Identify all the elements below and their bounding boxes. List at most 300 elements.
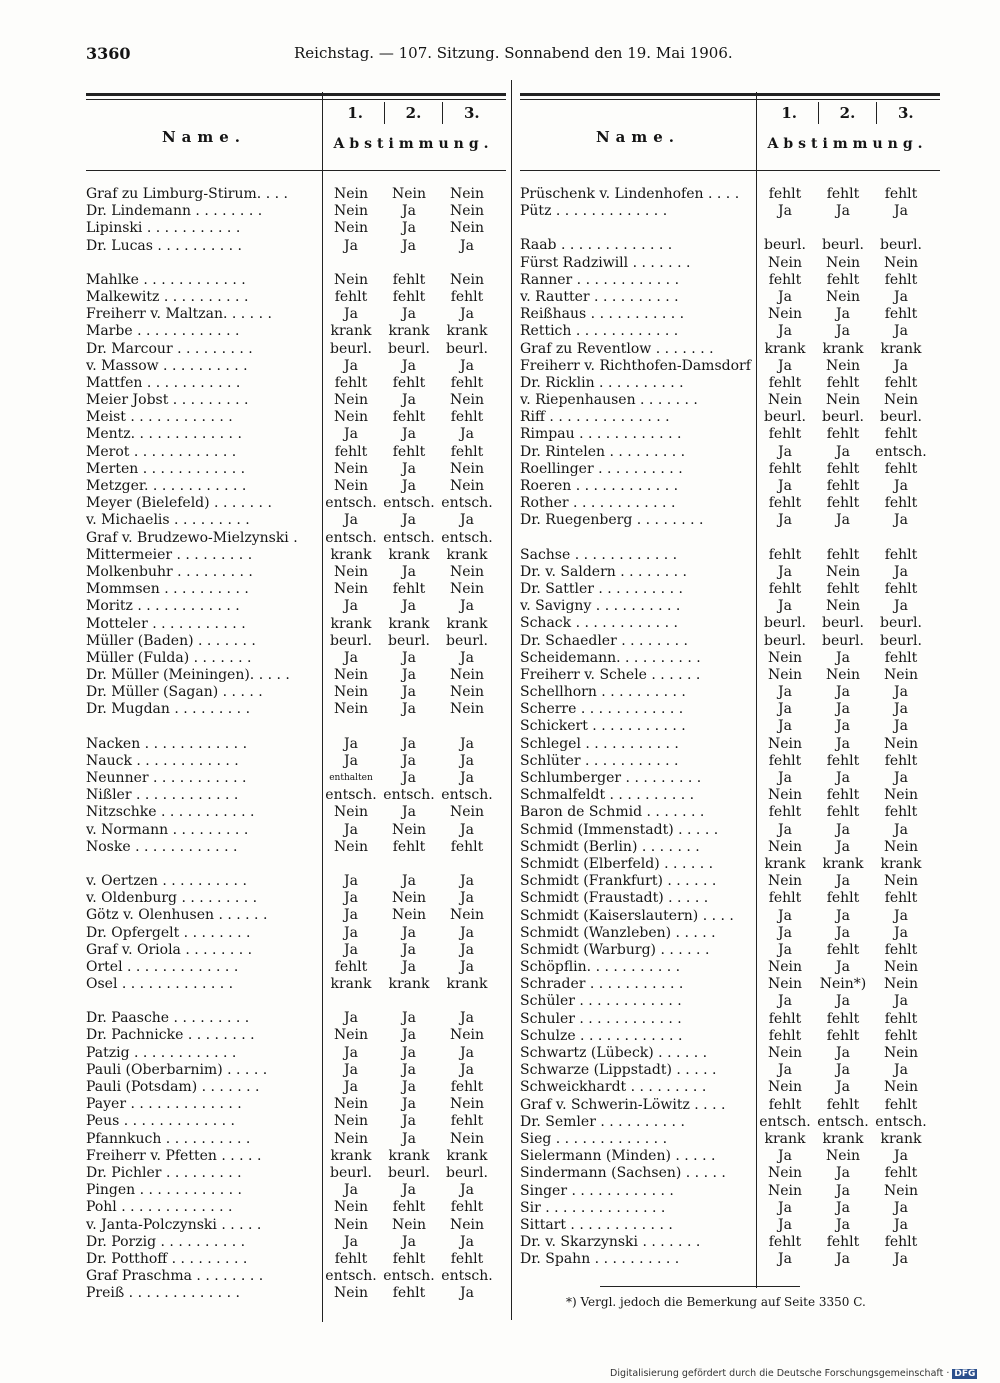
vote-2-value: krank	[822, 1130, 864, 1147]
vote-3-value: fehlt	[884, 460, 918, 477]
vote-1-value: Ja	[778, 478, 792, 494]
member-row	[86, 1148, 506, 1165]
vote-3-heading: 3.	[897, 104, 914, 122]
member-name: Schmidt (Elberfeld) . . . . . .	[520, 855, 714, 872]
member-row	[86, 701, 506, 718]
vote-2-value: fehlt	[826, 752, 860, 769]
member-row	[520, 684, 940, 701]
vote-1-value: Nein	[333, 563, 369, 580]
member-name: Dr. Porzig . . . . . . . . . .	[86, 1233, 246, 1250]
vote-1-value: Ja	[778, 907, 792, 924]
vote-1-value: beurl.	[764, 632, 806, 649]
member-row	[86, 186, 506, 203]
vote-2-value: fehlt	[392, 409, 426, 426]
member-row	[520, 856, 940, 873]
vote-3-value: Ja	[460, 649, 474, 666]
member-row	[520, 1217, 940, 1234]
vote-2-value: Ja	[402, 220, 416, 237]
vote-1-value: Nein	[767, 254, 803, 271]
vote-3-value: Nein	[449, 1096, 485, 1113]
vote-2-value: Ja	[402, 1130, 416, 1147]
vote-3-value: Ja	[894, 1062, 908, 1079]
vote-1-value: Ja	[778, 1251, 792, 1268]
vote-3-value: Ja	[894, 701, 908, 718]
vote-1-value: fehlt	[768, 804, 802, 821]
vote-1-value: Ja	[344, 1079, 358, 1095]
vote-3-value: Ja	[460, 821, 474, 838]
vote-3-value: Nein	[883, 873, 919, 890]
member-row	[86, 1010, 506, 1027]
member-name: Sieg . . . . . . . . . . . . .	[520, 1130, 668, 1147]
right-rows	[520, 171, 940, 1268]
vote-3-value: Ja	[460, 598, 474, 615]
member-row	[520, 272, 940, 289]
vote-3-value: beurl.	[880, 632, 922, 649]
member-name: Riff . . . . . . . . . . . . . .	[520, 409, 670, 426]
vote-1-value: krank	[764, 855, 806, 872]
vote-3-value: Ja	[460, 1061, 474, 1078]
vote-2-value: Ja	[402, 735, 416, 752]
vote-2-value: Ja	[402, 460, 416, 477]
vote-1-value: Ja	[778, 993, 792, 1010]
vote-3-value: Ja	[894, 770, 908, 786]
vote-2-value: Nein	[391, 1216, 427, 1233]
vote-2-heading: 2.	[405, 104, 422, 122]
member-row	[520, 959, 940, 976]
member-row	[86, 633, 506, 650]
member-row	[86, 426, 506, 443]
member-row	[86, 203, 506, 220]
member-name: Schmidt (Wanzleben) . . . . .	[520, 924, 716, 941]
vote-2-value: Ja	[836, 873, 850, 890]
member-name: Schmid (Immenstadt) . . . . .	[520, 821, 719, 838]
vote-1-value: fehlt	[768, 460, 802, 477]
vote-2-value: Ja	[836, 306, 850, 323]
member-row	[520, 547, 940, 564]
vote-2-value: Ja	[836, 959, 850, 976]
vote-2-value: entsch.	[383, 787, 435, 804]
vote-3-value: Ja	[894, 1199, 908, 1216]
member-row	[86, 375, 506, 392]
member-name: Dr. Müller (Sagan) . . . . .	[86, 684, 263, 701]
vote-2-value: entsch.	[383, 495, 435, 512]
vote-3-value: fehlt	[884, 804, 918, 821]
vote-3-value: fehlt	[884, 1165, 918, 1182]
member-row	[86, 890, 506, 907]
number-divider	[818, 102, 819, 124]
vote-3-value: Ja	[460, 237, 474, 254]
member-name: Mahlke . . . . . . . . . . . .	[86, 271, 246, 288]
vote-2-value: entsch.	[383, 1268, 435, 1285]
vote-3-value: entsch.	[441, 787, 493, 804]
member-name: Ortel . . . . . . . . . . . . .	[86, 958, 239, 975]
name-vote-divider	[756, 171, 757, 1288]
member-row	[86, 684, 506, 701]
member-row	[86, 598, 506, 615]
member-name: Dr. Rintelen . . . . . . . . .	[520, 443, 686, 460]
vote-2-value: Ja	[836, 649, 850, 666]
vote-2-value: krank	[822, 340, 864, 357]
member-name: Lipinski . . . . . . . . . . .	[86, 220, 241, 237]
right-column-header	[520, 92, 940, 171]
member-name: Mentz. . . . . . . . . . . . .	[86, 426, 242, 443]
vote-1-value: Ja	[344, 907, 358, 924]
vote-3-value: Ja	[894, 718, 908, 735]
member-row	[520, 1079, 940, 1096]
member-name: Dr. Opfergelt . . . . . . . .	[86, 924, 251, 941]
member-row	[520, 701, 940, 718]
vote-2-value: Ja	[402, 1233, 416, 1250]
vote-2-value: beurl.	[822, 237, 864, 254]
vote-1-value: Nein	[333, 1216, 369, 1233]
vote-3-value: Ja	[894, 684, 908, 701]
member-row	[520, 1200, 940, 1217]
vote-2-value: Ja	[836, 770, 850, 786]
vote-1-value: Ja	[778, 512, 792, 529]
member-row	[520, 942, 940, 959]
vote-1-value: beurl.	[330, 632, 372, 649]
vote-1-value: Ja	[778, 203, 792, 220]
vote-1-value: Nein	[767, 1165, 803, 1182]
vote-2-value: Ja	[836, 203, 850, 220]
vote-2-value: fehlt	[826, 495, 860, 512]
member-row	[86, 341, 506, 358]
member-name: Dr. Schaedler . . . . . . . .	[520, 632, 688, 649]
vote-1-value: Ja	[778, 1062, 792, 1079]
member-row	[86, 272, 506, 289]
vote-1-value: fehlt	[334, 374, 368, 391]
abstimmung-heading: Abstimmung.	[767, 136, 928, 152]
vote-3-value: Nein	[883, 959, 919, 976]
vote-3-value: entsch.	[441, 529, 493, 546]
vote-1-value: Ja	[344, 752, 358, 769]
vote-1-value: Ja	[344, 1182, 358, 1199]
vote-3-value: beurl.	[446, 340, 488, 357]
vote-3-value: beurl.	[880, 409, 922, 426]
member-name: Pauli (Oberbarnim) . . . . .	[86, 1061, 268, 1078]
member-row	[86, 925, 506, 942]
vote-1-value: Ja	[778, 1199, 792, 1216]
member-row	[520, 822, 940, 839]
vote-1-value: fehlt	[768, 1096, 802, 1113]
number-divider	[384, 102, 385, 124]
member-row	[86, 1251, 506, 1268]
vote-2-value: fehlt	[826, 271, 860, 288]
vote-1-value: Ja	[778, 701, 792, 718]
vote-3-value: Ja	[460, 1233, 474, 1250]
vote-3-value: Ja	[894, 323, 908, 340]
right-column	[520, 92, 940, 1268]
member-row	[520, 409, 940, 426]
vote-2-value: fehlt	[392, 288, 426, 305]
vote-1-value: enthalten	[329, 773, 373, 783]
member-name: Schrader . . . . . . . . . . .	[520, 976, 684, 993]
member-name: Prüschenk v. Lindenhofen . . . .	[520, 186, 740, 202]
vote-2-value: Ja	[836, 512, 850, 529]
member-name: Baron de Schmid . . . . . . .	[520, 804, 705, 821]
vote-3-value: fehlt	[884, 495, 918, 512]
vote-1-value: Nein	[333, 220, 369, 237]
header-separator	[756, 92, 757, 170]
vote-3-value: Ja	[894, 288, 908, 305]
vote-2-value: Ja	[836, 1199, 850, 1216]
member-row	[520, 598, 940, 615]
member-name: Dr. v. Saldern . . . . . . . .	[520, 563, 688, 580]
vote-2-value: Ja	[402, 306, 416, 323]
vote-3-value: fehlt	[884, 186, 918, 202]
vote-3-value: fehlt	[884, 374, 918, 391]
vote-3-value: Nein	[449, 203, 485, 220]
member-name: Metzger. . . . . . . . . . . .	[86, 478, 247, 494]
member-name: Schack . . . . . . . . . . . .	[520, 615, 678, 632]
vote-2-value: fehlt	[392, 838, 426, 855]
member-name: Mommsen . . . . . . . . . .	[86, 581, 249, 598]
member-name: Meier Jobst . . . . . . . . .	[86, 392, 249, 409]
vote-3-value: Nein	[883, 976, 919, 993]
vote-3-value: Ja	[460, 1044, 474, 1061]
vote-1-value: beurl.	[764, 409, 806, 426]
vote-3-value: Nein	[883, 1079, 919, 1096]
vote-2-value: fehlt	[392, 1199, 426, 1216]
page-number: 3360	[86, 44, 131, 63]
member-row	[520, 1045, 940, 1062]
vote-3-value: krank	[446, 976, 488, 993]
member-row	[520, 1062, 940, 1079]
vote-2-value: fehlt	[826, 426, 860, 443]
member-name: v. Rautter . . . . . . . . . .	[520, 288, 679, 305]
vote-2-value: Nein*)	[819, 976, 867, 993]
member-row	[520, 426, 940, 443]
vote-2-value: Ja	[836, 735, 850, 752]
member-row	[86, 1199, 506, 1216]
member-row	[520, 1011, 940, 1028]
vote-1-value: fehlt	[768, 495, 802, 512]
member-row	[86, 959, 506, 976]
vote-2-value: Ja	[402, 426, 416, 443]
vote-3-value: Nein	[449, 701, 485, 718]
member-name: Peus . . . . . . . . . . . . .	[86, 1113, 235, 1130]
vote-3-value: entsch.	[441, 1268, 493, 1285]
member-row	[86, 1027, 506, 1044]
member-row	[520, 787, 940, 804]
vote-3-value: Nein	[449, 271, 485, 288]
vote-1-value: Ja	[344, 735, 358, 752]
vote-3-value: Ja	[460, 512, 474, 529]
vote-2-value: Ja	[402, 1079, 416, 1095]
vote-1-value: fehlt	[768, 271, 802, 288]
vote-2-value: Ja	[836, 1216, 850, 1233]
member-name: Roeren . . . . . . . . . . . .	[520, 478, 679, 494]
vote-1-value: fehlt	[768, 1234, 802, 1251]
number-divider	[442, 102, 443, 124]
vote-2-value: Ja	[836, 993, 850, 1010]
member-name: Meyer (Bielefeld) . . . . . . .	[86, 495, 272, 512]
vote-1-value: Nein	[767, 392, 803, 409]
member-row	[520, 461, 940, 478]
vote-2-value: fehlt	[826, 460, 860, 477]
member-row	[86, 358, 506, 375]
member-row	[520, 993, 940, 1010]
member-name: Neunner . . . . . . . . . . .	[86, 770, 247, 786]
vote-2-value: Ja	[402, 1061, 416, 1078]
vote-3-value: Ja	[460, 872, 474, 889]
vote-1-value: fehlt	[334, 288, 368, 305]
member-row	[86, 753, 506, 770]
vote-3-value: fehlt	[450, 1199, 484, 1216]
member-name: Dr. Potthoff . . . . . . . . .	[86, 1250, 248, 1267]
vote-2-value: Ja	[402, 1113, 416, 1130]
vote-3-value: Ja	[460, 306, 474, 323]
vote-3-value: Nein	[449, 220, 485, 237]
vote-3-value: Ja	[460, 770, 474, 786]
vote-2-value: beurl.	[822, 409, 864, 426]
vote-2-value: Nein	[825, 254, 861, 271]
member-name: Schellhorn . . . . . . . . . .	[520, 684, 686, 701]
vote-2-value: Nein	[391, 890, 427, 907]
member-row	[86, 238, 506, 255]
member-row	[520, 925, 940, 942]
vote-3-value: Ja	[894, 1216, 908, 1233]
vote-3-value: Nein	[883, 1182, 919, 1199]
vote-1-value: Nein	[333, 1199, 369, 1216]
vote-2-value: Nein	[825, 666, 861, 683]
vote-3-value: Ja	[460, 735, 474, 752]
member-row	[520, 1114, 940, 1131]
member-row	[86, 1113, 506, 1130]
member-row	[520, 615, 940, 632]
vote-2-value: Ja	[836, 701, 850, 718]
member-name: Nißler . . . . . . . . . . . .	[86, 787, 239, 804]
member-name: v. Riepenhausen . . . . . . .	[520, 392, 698, 409]
vote-3-value: fehlt	[884, 580, 918, 597]
abstimmung-heading: Abstimmung.	[333, 136, 494, 152]
vote-3-value: Ja	[460, 752, 474, 769]
vote-2-value: Ja	[836, 323, 850, 340]
vote-2-value: Ja	[402, 598, 416, 615]
member-row	[86, 1045, 506, 1062]
vote-3-value: krank	[880, 1130, 922, 1147]
vote-2-value: Ja	[402, 701, 416, 718]
vote-2-value: Ja	[402, 1096, 416, 1113]
vote-3-value: fehlt	[884, 1027, 918, 1044]
member-row	[86, 873, 506, 890]
member-name: Mittermeier . . . . . . . . .	[86, 546, 253, 563]
member-row	[520, 873, 940, 890]
vote-2-value: Ja	[402, 1044, 416, 1061]
member-name: Pohl . . . . . . . . . . . . .	[86, 1199, 233, 1216]
member-name: Moritz . . . . . . . . . . . .	[86, 598, 240, 615]
member-row	[86, 289, 506, 306]
member-name: Dr. Ricklin . . . . . . . . . .	[520, 374, 684, 391]
vote-3-value: Nein	[449, 581, 485, 598]
member-name: Dr. Lindemann . . . . . . . .	[86, 203, 263, 220]
vote-3-value: Nein	[883, 392, 919, 409]
member-name: Freiherr v. Schele . . . . . .	[520, 666, 701, 683]
member-name: Dr. Pichler . . . . . . . . .	[86, 1164, 242, 1181]
vote-3-value: fehlt	[884, 1234, 918, 1251]
vote-2-value: fehlt	[826, 1234, 860, 1251]
member-row	[86, 547, 506, 564]
vote-1-value: Ja	[344, 1044, 358, 1061]
member-name: Graf zu Limburg-Stirum. . . .	[86, 186, 288, 202]
vote-3-value: krank	[446, 1147, 488, 1164]
vote-1-value: entsch.	[325, 1268, 377, 1285]
vote-3-value: Ja	[894, 924, 908, 941]
vote-1-value: Nein	[767, 976, 803, 993]
vote-2-value: krank	[822, 855, 864, 872]
vote-3-value: fehlt	[450, 838, 484, 855]
member-name: Malkewitz . . . . . . . . . .	[86, 288, 249, 305]
vote-1-value: Nein	[767, 649, 803, 666]
vote-1-value: Nein	[333, 701, 369, 718]
vote-3-value: fehlt	[884, 426, 918, 443]
vote-3-value: Nein	[449, 684, 485, 701]
vote-2-value: Ja	[402, 512, 416, 529]
vote-2-value: fehlt	[826, 580, 860, 597]
vote-2-value: Ja	[836, 443, 850, 460]
vote-1-value: Ja	[778, 684, 792, 701]
vote-3-value: fehlt	[450, 1079, 484, 1095]
member-name: Sachse . . . . . . . . . . . .	[520, 546, 678, 563]
vote-1-value: Ja	[344, 1010, 358, 1027]
vote-1-value: Nein	[333, 581, 369, 598]
member-name: Sielermann (Minden) . . . . .	[520, 1148, 716, 1165]
member-name: Molkenbuhr . . . . . . . . .	[86, 563, 253, 580]
vote-1-value: beurl.	[764, 237, 806, 254]
member-name: Schlegel . . . . . . . . . . .	[520, 735, 679, 752]
member-row	[86, 736, 506, 753]
member-name: Graf v. Schwerin-Löwitz . . . .	[520, 1096, 726, 1113]
member-name: Sindermann (Sachsen) . . . . .	[520, 1165, 726, 1182]
member-row	[520, 512, 940, 529]
member-row	[86, 564, 506, 581]
vote-2-value: Ja	[402, 1182, 416, 1199]
member-row	[520, 804, 940, 821]
vote-1-value: Ja	[344, 821, 358, 838]
member-row	[520, 1148, 940, 1165]
vote-2-value: fehlt	[826, 546, 860, 563]
vote-3-value: fehlt	[884, 271, 918, 288]
vote-3-value: entsch.	[875, 443, 927, 460]
member-name: v. Janta-Polczynski . . . . .	[86, 1216, 262, 1233]
member-name: Fürst Radziwill . . . . . . .	[520, 254, 691, 271]
member-row	[520, 1028, 940, 1045]
vote-1-value: Ja	[778, 357, 792, 374]
member-name: Schweickhardt . . . . . . . . .	[520, 1079, 707, 1096]
vote-3-value: Ja	[894, 203, 908, 220]
vote-1-value: Nein	[767, 838, 803, 855]
member-row	[520, 358, 940, 375]
vote-1-value: Nein	[767, 666, 803, 683]
vote-1-value: Ja	[344, 426, 358, 443]
vote-1-value: Nein	[767, 735, 803, 752]
member-row	[520, 1234, 940, 1251]
vote-1-value: fehlt	[768, 546, 802, 563]
vote-3-value: fehlt	[450, 1113, 484, 1130]
member-name: Noske . . . . . . . . . . . .	[86, 838, 238, 855]
member-row	[86, 907, 506, 924]
member-row	[520, 392, 940, 409]
member-row	[86, 495, 506, 512]
member-name: Osel . . . . . . . . . . . . .	[86, 976, 234, 993]
vote-2-value: Ja	[402, 203, 416, 220]
member-row	[86, 942, 506, 959]
member-row	[520, 633, 940, 650]
member-row	[520, 564, 940, 581]
member-row	[520, 1131, 940, 1148]
member-name: v. Savigny . . . . . . . . . .	[520, 598, 681, 615]
member-name: v. Massow . . . . . . . . . .	[86, 357, 248, 374]
